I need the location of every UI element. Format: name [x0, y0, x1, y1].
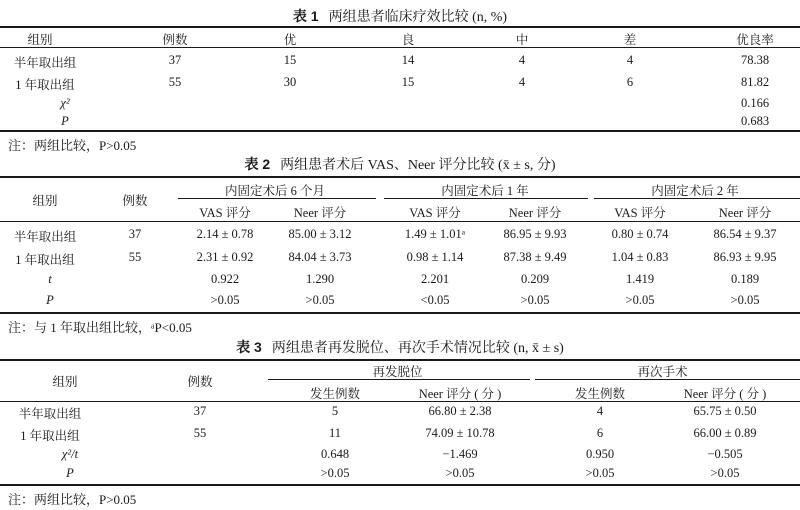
t2-r4-vas-6m: >0.05	[210, 293, 240, 307]
table2-top-rule	[0, 176, 800, 178]
t3-r1-group: 半年取出组	[18, 407, 82, 421]
table1-title: 两组患者临床疗效比较 (n, %)	[328, 10, 508, 25]
table3-note: 注：两组比较，P>0.05	[8, 492, 137, 507]
t1-r2-good: 15	[401, 75, 415, 89]
t1-r1-fair: 4	[518, 53, 526, 67]
t3-r1-neer-2: 65.75 ± 0.50	[693, 404, 757, 418]
t3-r3-cases-2: 0.950	[585, 447, 615, 461]
t1-r3-rate: 0.166	[740, 96, 770, 110]
t3-r4-cases-1: >0.05	[320, 466, 350, 480]
t3-r1-cases-2: 4	[596, 404, 604, 418]
table3-number: 表 3	[236, 339, 262, 355]
t2-r4-neer-6m: >0.05	[305, 293, 335, 307]
t1-r2-rate: 81.82	[740, 75, 770, 89]
t1-h-excellent: 优	[283, 33, 297, 47]
t1-h-rate: 优良率	[736, 33, 774, 47]
t2-period-1y-rule	[384, 198, 588, 199]
table1-bottom-rule	[0, 130, 800, 132]
t3-h-reoperation: 再次手术	[637, 365, 688, 379]
t3-h-redislocation: 再发脱位	[372, 365, 423, 379]
table2-title: 两组患者术后 VAS、Neer 评分比较 (x̄ ± s, 分)	[280, 158, 556, 173]
t1-r4-stat: P	[61, 114, 69, 128]
t3-h-neer-2: Neer 评分 ( 分 )	[683, 387, 767, 401]
t2-r3-vas-2y: 1.419	[625, 272, 655, 286]
t2-period-6m-rule	[178, 198, 376, 199]
table2-header-rule	[0, 221, 800, 222]
t2-r2-vas-6m: 2.31 ± 0.92	[196, 250, 254, 264]
t1-h-fair: 中	[515, 33, 529, 47]
table3-header-rule	[0, 401, 800, 402]
table1-top-rule	[0, 26, 800, 28]
table3-title: 两组患者再发脱位、再次手术情况比较 (n, x̄ ± s)	[271, 341, 564, 356]
t2-h-neer-6m: Neer 评分	[293, 206, 347, 220]
table2-note: 注：与 1 年取出组比较，ᵃP<0.05	[8, 320, 192, 335]
t3-h-neer-1: Neer 评分 ( 分 )	[418, 387, 502, 401]
table3-top-rule	[0, 359, 800, 361]
t3-r4-neer-2: >0.05	[710, 466, 740, 480]
t3-r2-neer-1: 74.09 ± 10.78	[425, 426, 495, 440]
t1-h-group: 组别	[27, 33, 53, 47]
table1-caption	[0, 6, 800, 26]
t3-r3-neer-2: −0.505	[707, 447, 743, 461]
t2-h-period-1y: 内固定术后 1 年	[441, 184, 529, 198]
t1-r1-good: 14	[401, 53, 415, 67]
t2-r4-stat: P	[46, 293, 54, 307]
t2-r1-count: 37	[128, 227, 142, 241]
t2-r3-neer-1y: 0.209	[520, 272, 550, 286]
t3-r2-neer-2: 66.00 ± 0.89	[693, 426, 757, 440]
t2-r1-neer-6m: 85.00 ± 3.12	[288, 227, 352, 241]
t2-r4-neer-1y: >0.05	[520, 293, 550, 307]
t2-r2-neer-6m: 84.04 ± 3.73	[288, 250, 352, 264]
t2-r2-neer-1y: 87.38 ± 9.49	[503, 250, 567, 264]
t2-h-vas-2y: VAS 评分	[614, 206, 666, 220]
t2-r2-vas-2y: 1.04 ± 0.83	[611, 250, 669, 264]
t3-reoperation-rule	[535, 379, 800, 380]
t1-r1-rate: 78.38	[740, 53, 770, 67]
t2-r3-stat: t	[48, 272, 52, 286]
t1-h-count: 例数	[162, 33, 188, 47]
t2-r2-group: 1 年取出组	[15, 253, 75, 267]
t1-r1-count: 37	[168, 53, 182, 67]
t1-h-good: 良	[401, 33, 415, 47]
t3-redislocation-rule	[268, 379, 530, 380]
table1-number: 表 1	[292, 8, 319, 24]
t2-r1-neer-1y: 86.95 ± 9.93	[503, 227, 567, 241]
t2-h-vas-1y: VAS 评分	[409, 206, 461, 220]
t2-r1-vas-1y: 1.49 ± 1.01ᵃ	[404, 227, 466, 241]
table1-note: 注：两组比较，P>0.05	[8, 138, 137, 153]
t3-h-cases-1: 发生例数	[309, 387, 360, 401]
t2-period-2y-rule	[594, 198, 800, 199]
t3-r3-stat: χ²/t	[61, 447, 79, 461]
t2-r4-vas-2y: >0.05	[625, 293, 655, 307]
t2-h-neer-1y: Neer 评分	[508, 206, 562, 220]
t2-r3-vas-6m: 0.922	[210, 272, 240, 286]
t3-r1-cases-1: 5	[331, 404, 339, 418]
t2-r1-vas-2y: 0.80 ± 0.74	[611, 227, 669, 241]
t2-h-period-2y: 内固定术后 2 年	[651, 184, 739, 198]
t3-r1-count: 37	[193, 404, 207, 418]
t3-r2-cases-1: 11	[328, 426, 342, 440]
t1-r2-excellent: 30	[283, 75, 297, 89]
t2-h-count: 例数	[122, 194, 148, 208]
t1-h-poor: 差	[623, 33, 637, 47]
t3-r1-neer-1: 66.80 ± 2.38	[428, 404, 492, 418]
t1-r1-excellent: 15	[283, 53, 297, 67]
t2-r4-vas-1y: <0.05	[420, 293, 450, 307]
t2-r1-neer-2y: 86.54 ± 9.37	[713, 227, 777, 241]
table3-caption	[0, 337, 800, 357]
table2-number: 表 2	[244, 156, 271, 172]
t2-r2-vas-1y: 0.98 ± 1.14	[406, 250, 464, 264]
t3-r3-neer-1: −1.469	[442, 447, 478, 461]
t3-h-group: 组别	[52, 375, 78, 389]
t1-r2-count: 55	[168, 75, 182, 89]
t1-r1-poor: 4	[626, 53, 634, 67]
t2-r2-count: 55	[128, 250, 142, 264]
t2-r3-vas-1y: 2.201	[420, 272, 450, 286]
t3-h-cases-2: 发生例数	[574, 387, 625, 401]
t2-r4-neer-2y: >0.05	[730, 293, 760, 307]
t2-h-vas-6m: VAS 评分	[199, 206, 251, 220]
t2-h-neer-2y: Neer 评分	[718, 206, 772, 220]
t1-r2-poor: 6	[626, 75, 634, 89]
t3-r4-cases-2: >0.05	[585, 466, 615, 480]
t2-r3-neer-2y: 0.189	[730, 272, 760, 286]
t1-r4-rate: 0.683	[740, 114, 770, 128]
t1-r3-stat: χ²	[60, 96, 70, 110]
t1-r1-group: 半年取出组	[13, 56, 77, 70]
t2-r2-neer-2y: 86.93 ± 9.95	[713, 250, 777, 264]
table2-caption	[0, 154, 800, 174]
t3-r2-group: 1 年取出组	[20, 429, 80, 443]
t2-h-group: 组别	[32, 194, 58, 208]
t3-r2-count: 55	[193, 426, 207, 440]
t1-r2-fair: 4	[518, 75, 526, 89]
t3-r2-cases-2: 6	[596, 426, 604, 440]
table2-bottom-rule	[0, 312, 800, 314]
t3-r4-stat: P	[66, 466, 74, 480]
t1-r2-group: 1 年取出组	[15, 78, 75, 92]
table1-header-rule	[0, 47, 800, 48]
t2-r1-vas-6m: 2.14 ± 0.78	[196, 227, 254, 241]
t3-r4-neer-1: >0.05	[445, 466, 475, 480]
t2-h-period-6m: 内固定术后 6 个月	[224, 184, 325, 198]
t3-r3-cases-1: 0.648	[320, 447, 350, 461]
t2-r1-group: 半年取出组	[13, 230, 77, 244]
t2-r3-neer-6m: 1.290	[305, 272, 335, 286]
t3-h-count: 例数	[187, 375, 213, 389]
table3-bottom-rule	[0, 484, 800, 486]
